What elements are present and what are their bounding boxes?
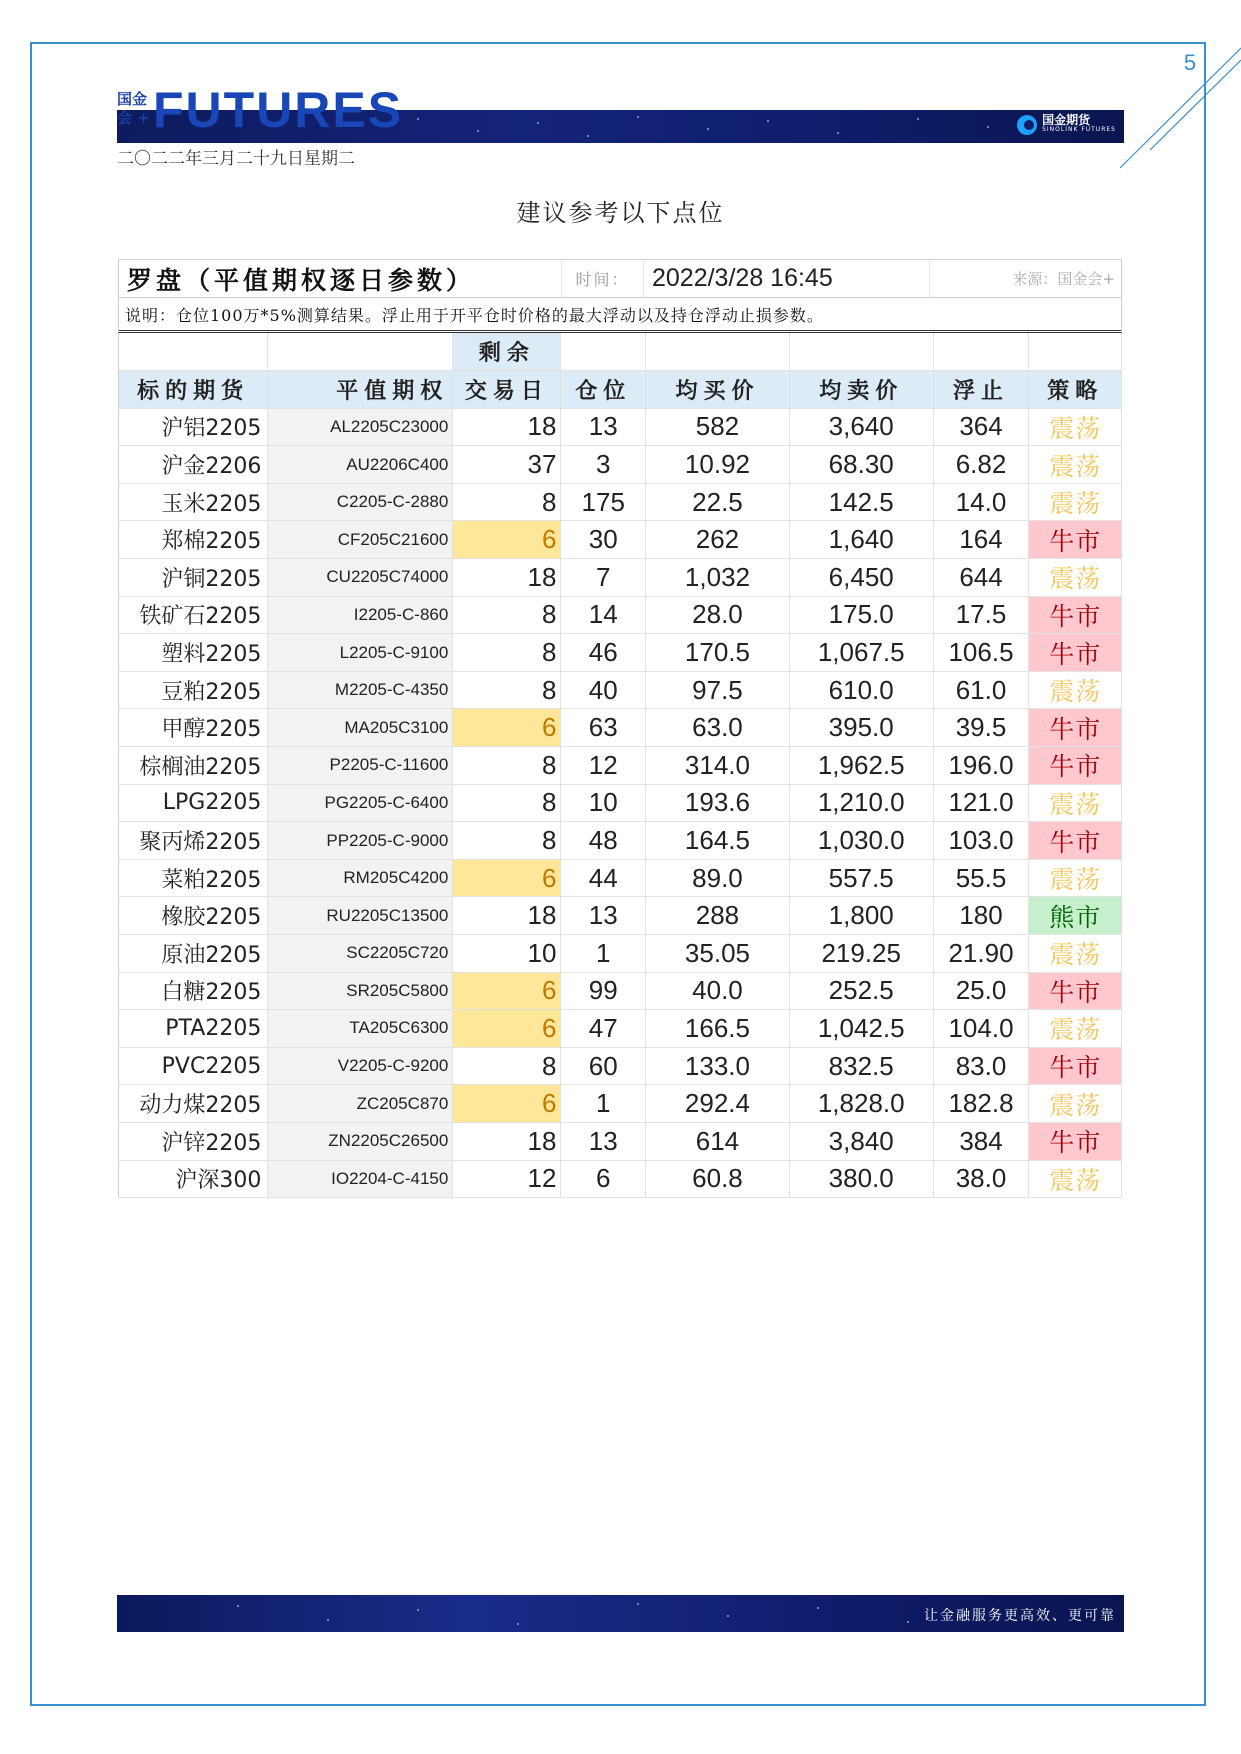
option-cell: AU2206C400 [268, 446, 453, 484]
brand-plus: + [137, 109, 150, 127]
strategy-cell: 牛市 [1029, 521, 1122, 559]
avg-buy-cell: 40.0 [646, 972, 790, 1010]
avg-sell-cell: 557.5 [789, 859, 933, 897]
report-date: 二〇二二年三月二十九日星期二 [117, 149, 355, 169]
header-blank [1029, 333, 1122, 371]
stop-cell: 83.0 [933, 1047, 1029, 1085]
strategy-cell: 震荡 [1029, 446, 1122, 484]
strategy-cell: 震荡 [1029, 784, 1122, 822]
underlying-cell: 沪铜2205 [119, 559, 268, 597]
avg-sell-cell: 219.25 [789, 935, 933, 973]
logo-en: SINOLINK FUTURES [1042, 126, 1116, 133]
option-cell: CU2205C74000 [268, 559, 453, 597]
days-cell: 8 [453, 634, 561, 672]
strategy-cell: 震荡 [1029, 859, 1122, 897]
position-cell: 30 [561, 521, 646, 559]
avg-sell-cell: 1,042.5 [789, 1010, 933, 1048]
stop-cell: 196.0 [933, 747, 1029, 785]
days-cell: 6 [453, 521, 561, 559]
position-cell: 13 [561, 408, 646, 446]
table-row [119, 709, 1122, 747]
position-cell: 99 [561, 972, 646, 1010]
header-blank [561, 333, 646, 371]
days-cell: 18 [453, 1122, 561, 1160]
position-cell: 10 [561, 784, 646, 822]
position-cell: 6 [561, 1160, 646, 1198]
underlying-cell: 沪锌2205 [119, 1122, 268, 1160]
avg-buy-cell: 314.0 [646, 747, 790, 785]
avg-sell-cell: 175.0 [789, 596, 933, 634]
position-cell: 40 [561, 671, 646, 709]
brand-small-top: 国金 [117, 90, 148, 108]
position-cell: 13 [561, 1122, 646, 1160]
logo-cn: 国金期货 [1042, 113, 1091, 127]
option-cell: IO2204-C-4150 [268, 1160, 453, 1198]
stop-cell: 39.5 [933, 709, 1029, 747]
option-cell: SC2205C720 [268, 935, 453, 973]
header-remaining: 剩余 [453, 333, 561, 371]
avg-buy-cell: 63.0 [646, 709, 790, 747]
strategy-cell: 震荡 [1029, 408, 1122, 446]
avg-buy-cell: 614 [646, 1122, 790, 1160]
avg-sell-cell: 380.0 [789, 1160, 933, 1198]
table-row [119, 446, 1122, 484]
table-row [119, 1047, 1122, 1085]
position-cell: 12 [561, 747, 646, 785]
stop-cell: 21.90 [933, 935, 1029, 973]
underlying-cell: LPG2205 [119, 784, 268, 822]
header-blank [119, 333, 268, 371]
option-cell: C2205-C-2880 [268, 483, 453, 521]
days-cell: 8 [453, 747, 561, 785]
strategy-cell: 牛市 [1029, 596, 1122, 634]
days-cell: 8 [453, 483, 561, 521]
avg-buy-cell: 22.5 [646, 483, 790, 521]
header-row-top [119, 333, 1122, 371]
position-cell: 175 [561, 483, 646, 521]
position-cell: 63 [561, 709, 646, 747]
underlying-cell: 棕榈油2205 [119, 747, 268, 785]
option-cell: ZN2205C26500 [268, 1122, 453, 1160]
table-row [119, 521, 1122, 559]
days-cell: 18 [453, 559, 561, 597]
avg-sell-cell: 1,030.0 [789, 822, 933, 860]
header-blank [789, 333, 933, 371]
option-cell: AL2205C23000 [268, 408, 453, 446]
underlying-cell: 原油2205 [119, 935, 268, 973]
stop-cell: 384 [933, 1122, 1029, 1160]
underlying-cell: 铁矿石2205 [119, 596, 268, 634]
avg-buy-cell: 10.92 [646, 446, 790, 484]
avg-sell-cell: 1,067.5 [789, 634, 933, 672]
strategy-cell: 牛市 [1029, 1122, 1122, 1160]
position-cell: 44 [561, 859, 646, 897]
avg-buy-cell: 292.4 [646, 1085, 790, 1123]
days-cell: 8 [453, 671, 561, 709]
avg-buy-cell: 60.8 [646, 1160, 790, 1198]
avg-buy-cell: 193.6 [646, 784, 790, 822]
avg-buy-cell: 288 [646, 897, 790, 935]
header-avg-sell: 均卖价 [789, 371, 933, 409]
avg-buy-cell: 262 [646, 521, 790, 559]
avg-sell-cell: 610.0 [789, 671, 933, 709]
underlying-cell: 塑料2205 [119, 634, 268, 672]
table-row [119, 483, 1122, 521]
position-cell: 1 [561, 935, 646, 973]
header-strategy: 策略 [1029, 371, 1122, 409]
strategy-cell: 牛市 [1029, 972, 1122, 1010]
header-row [119, 371, 1122, 409]
corner-decoration [1120, 40, 1241, 170]
table-body [119, 408, 1122, 1197]
brand-small-bottom: 会 [117, 109, 133, 127]
days-cell: 6 [453, 1085, 561, 1123]
stop-cell: 25.0 [933, 972, 1029, 1010]
stop-cell: 103.0 [933, 822, 1029, 860]
table-row [119, 559, 1122, 597]
position-cell: 7 [561, 559, 646, 597]
underlying-cell: PVC2205 [119, 1047, 268, 1085]
section-title: 建议参考以下点位 [516, 199, 725, 227]
table-row [119, 747, 1122, 785]
table-row [119, 1085, 1122, 1123]
header-option: 平值期权 [268, 371, 453, 409]
footer-slogan: 让金融服务更高效、更可靠 [924, 1608, 1116, 1624]
underlying-cell: 沪铝2205 [119, 408, 268, 446]
strategy-cell: 牛市 [1029, 1047, 1122, 1085]
stop-cell: 182.8 [933, 1085, 1029, 1123]
avg-buy-cell: 89.0 [646, 859, 790, 897]
table-row [119, 822, 1122, 860]
strategy-cell: 震荡 [1029, 935, 1122, 973]
stop-cell: 104.0 [933, 1010, 1029, 1048]
table-row [119, 1160, 1122, 1198]
avg-sell-cell: 1,800 [789, 897, 933, 935]
strategy-cell: 牛市 [1029, 747, 1122, 785]
header-blank [933, 333, 1029, 371]
table-row [119, 634, 1122, 672]
stop-cell: 364 [933, 408, 1029, 446]
option-cell: TA205C6300 [268, 1010, 453, 1048]
option-cell: P2205-C-11600 [268, 747, 453, 785]
underlying-cell: 沪金2206 [119, 446, 268, 484]
stop-cell: 38.0 [933, 1160, 1029, 1198]
option-cell: PG2205-C-6400 [268, 784, 453, 822]
option-cell: SR205C5800 [268, 972, 453, 1010]
table-row [119, 671, 1122, 709]
days-cell: 6 [453, 1010, 561, 1048]
strategy-cell: 震荡 [1029, 671, 1122, 709]
strategy-cell: 震荡 [1029, 559, 1122, 597]
table-note: 说明：仓位100万*5%测算结果。浮止用于开平仓时价格的最大浮动以及持仓浮动止损参数。 [118, 297, 1122, 333]
days-cell: 6 [453, 859, 561, 897]
underlying-cell: 豆粕2205 [119, 671, 268, 709]
table-row [119, 408, 1122, 446]
days-cell: 8 [453, 596, 561, 634]
compass-table [118, 259, 1122, 1198]
header-underlying: 标的期货 [119, 371, 268, 409]
option-cell: RU2205C13500 [268, 897, 453, 935]
avg-sell-cell: 1,210.0 [789, 784, 933, 822]
time-label: 时间： [562, 260, 644, 297]
days-cell: 6 [453, 972, 561, 1010]
option-cell: L2205-C-9100 [268, 634, 453, 672]
days-cell: 18 [453, 897, 561, 935]
avg-buy-cell: 582 [646, 408, 790, 446]
days-cell: 12 [453, 1160, 561, 1198]
underlying-cell: 聚丙烯2205 [119, 822, 268, 860]
position-cell: 48 [561, 822, 646, 860]
avg-buy-cell: 1,032 [646, 559, 790, 597]
source-label: 来源：国金会+ [1012, 270, 1115, 288]
table-row [119, 784, 1122, 822]
stop-cell: 106.5 [933, 634, 1029, 672]
position-cell: 47 [561, 1010, 646, 1048]
avg-buy-cell: 97.5 [646, 671, 790, 709]
underlying-cell: 玉米2205 [119, 483, 268, 521]
header-stop: 浮止 [933, 371, 1029, 409]
header-avg-buy: 均买价 [646, 371, 790, 409]
option-cell: I2205-C-860 [268, 596, 453, 634]
option-cell: ZC205C870 [268, 1085, 453, 1123]
table-row [119, 935, 1122, 973]
strategy-cell: 震荡 [1029, 1010, 1122, 1048]
option-cell: MA205C3100 [268, 709, 453, 747]
time-value: 2022/3/28 16:45 [644, 260, 930, 297]
strategy-cell: 熊市 [1029, 897, 1122, 935]
avg-sell-cell: 6,450 [789, 559, 933, 597]
table-row [119, 1010, 1122, 1048]
option-cell: PP2205-C-9000 [268, 822, 453, 860]
sinolink-logo [1017, 115, 1116, 135]
stop-cell: 121.0 [933, 784, 1029, 822]
strategy-cell: 震荡 [1029, 483, 1122, 521]
footer-banner [117, 1595, 1124, 1632]
brand-small [117, 90, 153, 128]
header-blank [268, 333, 453, 371]
avg-sell-cell: 395.0 [789, 709, 933, 747]
avg-sell-cell: 142.5 [789, 483, 933, 521]
avg-buy-cell: 164.5 [646, 822, 790, 860]
position-cell: 1 [561, 1085, 646, 1123]
stop-cell: 17.5 [933, 596, 1029, 634]
stop-cell: 180 [933, 897, 1029, 935]
underlying-cell: 郑棉2205 [119, 521, 268, 559]
strategy-cell: 牛市 [1029, 822, 1122, 860]
avg-buy-cell: 133.0 [646, 1047, 790, 1085]
strategy-cell: 震荡 [1029, 1160, 1122, 1198]
avg-sell-cell: 3,640 [789, 408, 933, 446]
option-cell: RM205C4200 [268, 859, 453, 897]
strategy-cell: 牛市 [1029, 709, 1122, 747]
underlying-cell: 甲醇2205 [119, 709, 268, 747]
days-cell: 37 [453, 446, 561, 484]
position-cell: 13 [561, 897, 646, 935]
position-cell: 3 [561, 446, 646, 484]
header-position: 仓位 [561, 371, 646, 409]
stop-cell: 61.0 [933, 671, 1029, 709]
strategy-cell: 震荡 [1029, 1085, 1122, 1123]
table-title-row [118, 259, 1122, 297]
position-cell: 60 [561, 1047, 646, 1085]
underlying-cell: PTA2205 [119, 1010, 268, 1048]
position-cell: 14 [561, 596, 646, 634]
avg-sell-cell: 1,828.0 [789, 1085, 933, 1123]
stop-cell: 644 [933, 559, 1029, 597]
option-cell: M2205-C-4350 [268, 671, 453, 709]
table-row [119, 897, 1122, 935]
stop-cell: 6.82 [933, 446, 1029, 484]
underlying-cell: 动力煤2205 [119, 1085, 268, 1123]
sinolink-logo-icon [1017, 115, 1037, 135]
option-cell: V2205-C-9200 [268, 1047, 453, 1085]
avg-sell-cell: 68.30 [789, 446, 933, 484]
brand-futures: FUTURES [153, 82, 404, 138]
stop-cell: 164 [933, 521, 1029, 559]
avg-sell-cell: 3,840 [789, 1122, 933, 1160]
table-row [119, 1122, 1122, 1160]
days-cell: 10 [453, 935, 561, 973]
avg-buy-cell: 170.5 [646, 634, 790, 672]
stop-cell: 14.0 [933, 483, 1029, 521]
underlying-cell: 橡胶2205 [119, 897, 268, 935]
strategy-cell: 牛市 [1029, 634, 1122, 672]
days-cell: 18 [453, 408, 561, 446]
data-grid [118, 333, 1122, 1198]
avg-buy-cell: 166.5 [646, 1010, 790, 1048]
table-row [119, 596, 1122, 634]
page-number: 5 [1183, 50, 1197, 75]
days-cell: 8 [453, 822, 561, 860]
avg-sell-cell: 1,962.5 [789, 747, 933, 785]
header-days: 交易日 [453, 371, 561, 409]
option-cell: CF205C21600 [268, 521, 453, 559]
position-cell: 46 [561, 634, 646, 672]
table-row [119, 972, 1122, 1010]
underlying-cell: 沪深300 [119, 1160, 268, 1198]
avg-buy-cell: 28.0 [646, 596, 790, 634]
days-cell: 8 [453, 1047, 561, 1085]
avg-sell-cell: 1,640 [789, 521, 933, 559]
avg-sell-cell: 252.5 [789, 972, 933, 1010]
avg-sell-cell: 832.5 [789, 1047, 933, 1085]
stop-cell: 55.5 [933, 859, 1029, 897]
days-cell: 8 [453, 784, 561, 822]
table-title: 罗盘（平值期权逐日参数） [119, 260, 562, 297]
table-row [119, 859, 1122, 897]
days-cell: 6 [453, 709, 561, 747]
avg-buy-cell: 35.05 [646, 935, 790, 973]
underlying-cell: 白糖2205 [119, 972, 268, 1010]
header-blank [646, 333, 790, 371]
underlying-cell: 菜粕2205 [119, 859, 268, 897]
